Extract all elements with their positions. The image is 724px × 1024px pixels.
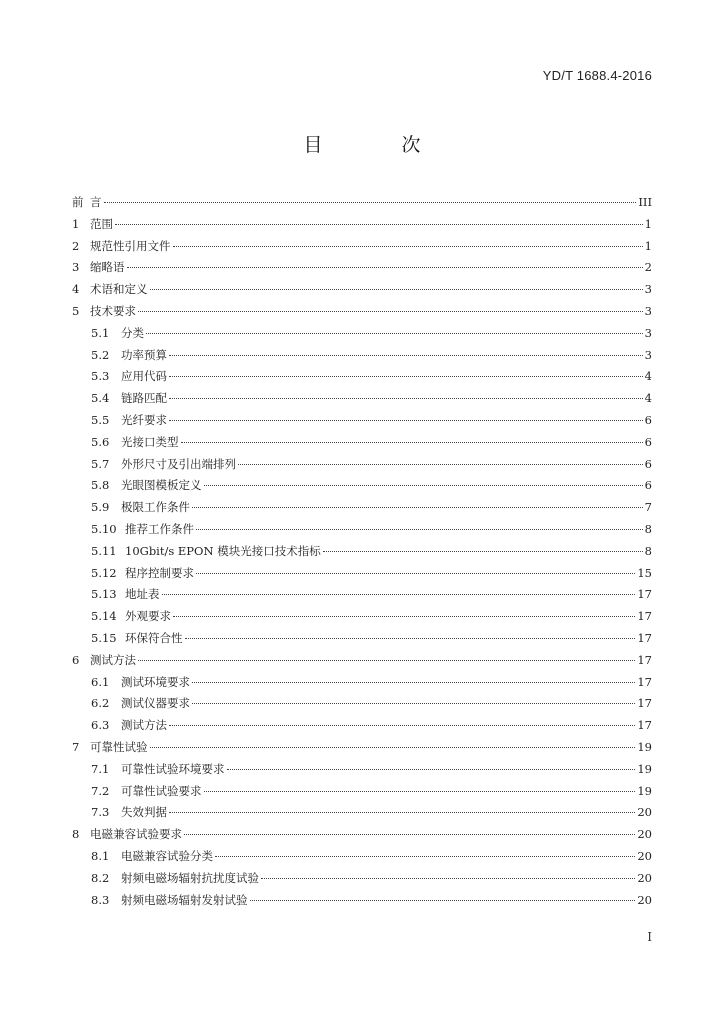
toc-entry-page: 6 (644, 478, 652, 493)
toc-entry[interactable] (72, 519, 652, 541)
toc-entry-number: 5.15 (91, 630, 117, 645)
toc-dot-leader (185, 638, 636, 639)
toc-entry-page: 20 (637, 870, 652, 885)
toc-entry-page: 4 (644, 369, 652, 384)
toc-entry-label: 光纤要求 (121, 412, 167, 427)
footer-page-number: I (647, 930, 652, 944)
toc-entry[interactable] (72, 257, 652, 279)
toc-entry-number: 6.2 (91, 696, 110, 711)
toc-entry-label: 外形尺寸及引出端排列 (121, 456, 236, 471)
toc-entry[interactable] (72, 497, 652, 519)
toc-dot-leader (169, 420, 643, 421)
toc-entry-page: 17 (637, 652, 652, 667)
toc-entry[interactable] (72, 454, 652, 476)
toc-dot-leader (138, 311, 643, 312)
table-of-contents (72, 192, 652, 911)
toc-entry-label: 测试仪器要求 (121, 696, 190, 711)
toc-entry[interactable] (72, 650, 652, 672)
toc-entry[interactable] (72, 846, 652, 868)
toc-dot-leader (181, 442, 643, 443)
toc-entry-number: 7.3 (91, 805, 110, 820)
toc-dot-leader (169, 725, 635, 726)
toc-entry-label: 光接口类型 (121, 434, 179, 449)
toc-dot-leader (184, 834, 635, 835)
toc-entry-number: 5.1 (91, 325, 110, 340)
toc-entry-label: 范围 (90, 216, 113, 231)
toc-entry[interactable] (72, 781, 652, 803)
toc-entry-number: 前 (72, 195, 84, 209)
toc-entry[interactable] (72, 890, 652, 912)
toc-entry[interactable] (72, 628, 652, 650)
toc-entry-number: 3 (72, 260, 80, 275)
toc-entry-number: 5.10 (91, 521, 117, 536)
toc-entry-label: 10Gbit/s EPON 模块光接口技术指标 (125, 543, 321, 558)
toc-entry[interactable] (72, 541, 652, 563)
toc-entry[interactable] (72, 410, 652, 432)
toc-entry-label: 技术要求 (90, 303, 136, 318)
toc-entry-label: 测试方法 (121, 718, 167, 733)
toc-entry[interactable] (72, 236, 652, 258)
toc-entry-page: 17 (637, 609, 652, 624)
toc-entry-page: 4 (644, 391, 652, 406)
toc-entry-label: 术语和定义 (90, 282, 148, 297)
toc-entry-page: 20 (637, 848, 652, 863)
toc-entry-number: 8.3 (91, 892, 110, 907)
toc-entry-label: 极限工作条件 (121, 500, 190, 515)
toc-entry-page: 20 (637, 892, 652, 907)
toc-entry[interactable] (72, 475, 652, 497)
page-title: 目 次 (303, 134, 451, 156)
toc-dot-leader (169, 398, 643, 399)
toc-dot-leader (127, 267, 643, 268)
toc-dot-leader (192, 703, 635, 704)
toc-entry-label: 规范性引用文件 (90, 238, 171, 253)
toc-entry-page: 19 (637, 783, 652, 798)
toc-entry-label: 测试方法 (90, 652, 136, 667)
toc-dot-leader (192, 507, 643, 508)
toc-entry-label: 分类 (121, 325, 144, 340)
toc-dot-leader (173, 246, 643, 247)
toc-entry-number: 6 (72, 652, 80, 667)
toc-entry-page: 17 (637, 630, 652, 645)
toc-entry[interactable] (72, 606, 652, 628)
toc-entry[interactable] (72, 366, 652, 388)
toc-entry-page: 19 (637, 761, 652, 776)
toc-entry[interactable] (72, 432, 652, 454)
toc-entry-page: 17 (637, 696, 652, 711)
toc-dot-leader (250, 900, 636, 901)
toc-dot-leader (204, 791, 636, 792)
toc-entry-label: 功率预算 (121, 347, 167, 362)
toc-entry-page: 20 (637, 827, 652, 842)
toc-entry-number: 5.4 (91, 391, 110, 406)
toc-dot-leader (150, 289, 643, 290)
toc-dot-leader (196, 573, 635, 574)
toc-entry-label: 程序控制要求 (125, 565, 194, 580)
toc-entry-label: 外观要求 (125, 609, 171, 624)
toc-entry-label: 言 (90, 195, 102, 209)
toc-entry-page: 20 (637, 805, 652, 820)
toc-dot-leader (192, 682, 635, 683)
toc-dot-leader (115, 224, 643, 225)
toc-dot-leader (104, 202, 637, 203)
toc-dot-leader (138, 660, 635, 661)
toc-entry-label: 测试环境要求 (121, 674, 190, 689)
toc-entry[interactable] (72, 672, 652, 694)
toc-entry-number: 5.13 (91, 587, 117, 602)
toc-entry-number: 5.8 (91, 478, 110, 493)
toc-entry-number: 6.3 (91, 718, 110, 733)
toc-entry[interactable] (72, 214, 652, 236)
toc-entry-number: 5.7 (91, 456, 110, 471)
toc-entry-page: 19 (637, 739, 652, 754)
toc-entry-page: 17 (637, 718, 652, 733)
toc-dot-leader (238, 464, 643, 465)
toc-entry-number: 2 (72, 238, 80, 253)
toc-dot-leader (227, 769, 636, 770)
toc-entry-page: III (638, 195, 652, 209)
toc-entry-number: 1 (72, 216, 80, 231)
toc-entry-label: 失效判据 (121, 805, 167, 820)
toc-entry[interactable] (72, 301, 652, 323)
toc-entry-page: 3 (644, 282, 652, 297)
toc-entry-number: 5 (72, 303, 80, 318)
toc-dot-leader (162, 594, 636, 595)
toc-entry-label: 光眼图模板定义 (121, 478, 202, 493)
toc-entry[interactable] (72, 824, 652, 846)
toc-entry-label: 环保符合性 (125, 630, 183, 645)
toc-entry-label: 可靠性试验环境要求 (121, 761, 225, 776)
toc-entry[interactable] (72, 715, 652, 737)
toc-entry[interactable] (72, 693, 652, 715)
toc-entry-number: 5.2 (91, 347, 110, 362)
toc-entry-page: 17 (637, 587, 652, 602)
toc-entry[interactable] (72, 868, 652, 890)
toc-entry-number: 5.14 (91, 609, 117, 624)
toc-entry[interactable] (72, 563, 652, 585)
toc-entry-page: 3 (644, 325, 652, 340)
toc-dot-leader (150, 747, 636, 748)
toc-entry-page: 7 (644, 500, 652, 515)
toc-entry[interactable] (72, 388, 652, 410)
toc-dot-leader (169, 812, 635, 813)
toc-dot-leader (169, 355, 643, 356)
toc-entry-page: 8 (644, 521, 652, 536)
toc-entry-number: 7 (72, 739, 80, 754)
toc-entry-page: 2 (644, 260, 652, 275)
toc-dot-leader (173, 616, 635, 617)
toc-entry-page: 6 (644, 412, 652, 427)
toc-dot-leader (169, 376, 643, 377)
toc-entry-page: 1 (644, 216, 652, 231)
toc-entry-label: 可靠性试验 (90, 739, 148, 754)
toc-entry-number: 5.11 (91, 543, 117, 558)
toc-dot-leader (323, 551, 643, 552)
toc-entry-number: 5.6 (91, 434, 110, 449)
toc-entry-page: 6 (644, 456, 652, 471)
toc-entry-label: 电磁兼容试验分类 (121, 848, 213, 863)
toc-dot-leader (204, 485, 643, 486)
toc-entry-label: 地址表 (125, 587, 160, 602)
toc-entry-number: 8.1 (91, 848, 110, 863)
toc-entry-label: 射频电磁场辐射抗扰度试验 (121, 870, 259, 885)
toc-entry-page: 17 (637, 674, 652, 689)
toc-entry-number: 5.3 (91, 369, 110, 384)
toc-entry-page: 3 (644, 303, 652, 318)
toc-entry-label: 链路匹配 (121, 391, 167, 406)
document-code: YD/T 1688.4-2016 (542, 68, 652, 83)
toc-entry[interactable] (72, 279, 652, 301)
toc-entry-label: 可靠性试验要求 (121, 783, 202, 798)
toc-entry-number: 8.2 (91, 870, 110, 885)
toc-entry-page: 8 (644, 543, 652, 558)
toc-entry-label: 应用代码 (121, 369, 167, 384)
toc-entry-label: 电磁兼容试验要求 (90, 827, 182, 842)
toc-entry-number: 5.5 (91, 412, 110, 427)
toc-dot-leader (146, 333, 643, 334)
toc-entry-number: 7.1 (91, 761, 110, 776)
toc-entry-page: 1 (644, 238, 652, 253)
toc-entry[interactable] (72, 737, 652, 759)
toc-entry-label: 缩略语 (90, 260, 125, 275)
toc-entry-number: 6.1 (91, 674, 110, 689)
toc-entry-page: 15 (637, 565, 652, 580)
toc-entry-number: 5.9 (91, 500, 110, 515)
toc-entry-number: 4 (72, 282, 80, 297)
toc-dot-leader (196, 529, 643, 530)
toc-entry[interactable] (72, 192, 652, 214)
toc-dot-leader (261, 878, 635, 879)
toc-dot-leader (215, 856, 635, 857)
toc-entry-label: 射频电磁场辐射发射试验 (121, 892, 248, 907)
toc-entry-number: 5.12 (91, 565, 117, 580)
toc-entry-number: 7.2 (91, 783, 110, 798)
toc-entry[interactable] (72, 759, 652, 781)
toc-entry-number: 8 (72, 827, 80, 842)
toc-entry-label: 推荐工作条件 (125, 521, 194, 536)
toc-entry[interactable] (72, 584, 652, 606)
toc-entry[interactable] (72, 802, 652, 824)
toc-entry-page: 3 (644, 347, 652, 362)
toc-entry[interactable] (72, 345, 652, 367)
toc-entry-page: 6 (644, 434, 652, 449)
toc-entry[interactable] (72, 323, 652, 345)
